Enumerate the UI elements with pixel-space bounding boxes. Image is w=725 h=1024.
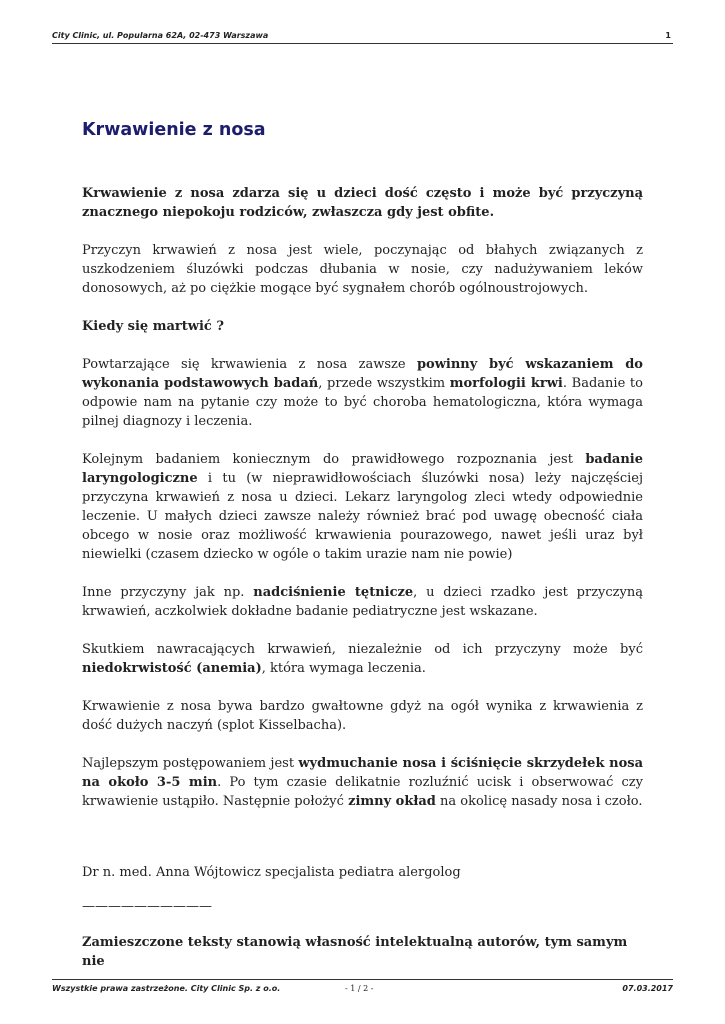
kisselbach-paragraph: Krwawienie z nosa bywa bardzo gwałtowne gdyż na ogół wynika z krwawienia z dość dużych naczyń (splot Kisselbacha). bbox=[82, 699, 643, 733]
header-address: City Clinic, ul. Popularna 62A, 02-473 Warszawa bbox=[52, 31, 269, 40]
tests-paragraph: Powtarzające się krwawienia z nosa zawsze powinny być wskazaniem do wykonania podstawowych badań, przede wszystkim morfologii krwi. Badanie to odpowie nam na pytanie czy może to być choroba hematologiczna, która wymaga pilnej diagnozy i leczenia. bbox=[82, 357, 643, 429]
page-header bbox=[52, 29, 673, 44]
footer-rights: Wszystkie prawa zastrzeżone. City Clinic Sp. z o.o. bbox=[52, 984, 281, 993]
separator-dashes: —————————— bbox=[82, 899, 212, 914]
article-title: Krwawienie z nosa bbox=[82, 120, 266, 140]
procedure-paragraph: Najlepszym postępowaniem jest wydmuchanie nosa i ściśnięcie skrzydełek nosa na około 3-5 min. Po tym czasie delikatnie rozluźnić ucisk i obserwować czy krwawienie ustąpiło. Następnie położyć zimny okład na okolicę nasady nosa i czoło. bbox=[82, 756, 644, 809]
causes-paragraph: Przyczyn krwawień z nosa jest wiele, poczynając od błahych związanych z uszkodzeniem śluzówki podczas dłubania w nosie, czy nadużywaniem leków donosowych, aż po ciężkie mogące być sygnałem chorób ogólnoustrojowych. bbox=[82, 243, 643, 296]
footer-page-of: - 1 / 2 - bbox=[345, 984, 374, 993]
section-heading: Kiedy się martwić ? bbox=[82, 319, 224, 334]
hypertension-paragraph: Inne przyczyny jak np. nadciśnienie tętnicze, u dzieci rzadko jest przyczyną krwawień, aczkolwiek dokładne badanie pediatryczne jest wskazane. bbox=[82, 585, 643, 619]
article-body bbox=[82, 184, 643, 934]
copyright-notice: Zamieszczone teksty stanowią własność intelektualną autorów, tym samym nie bbox=[82, 935, 628, 969]
header-page-number: 1 bbox=[665, 31, 671, 40]
intro-paragraph: Krwawienie z nosa zdarza się u dzieci dość często i może być przyczyną znacznego niepokoju rodziców, zwłaszcza gdy jest obfite. bbox=[82, 186, 643, 220]
page-footer bbox=[52, 979, 673, 996]
footer-date: 07.03.2017 bbox=[622, 984, 673, 993]
laryngology-paragraph: Kolejnym badaniem koniecznym do prawidłowego rozpoznania jest badanie laryngologiczne i tu (w nieprawidłowościach śluzówki nosa) leży najczęściej przyczyna krwawień z nosa u dzieci. Lekarz laryngolog zleci wtedy odpowiednie leczenie. U małych dzieci zawsze należy również brać pod uwagę obecność ciała obcego w nosie oraz możliwość krwawienia pourazowego, nawet jeśli uraz był niewielki (czasem dziecko w ogóle o takim urazie nam nie powie) bbox=[82, 452, 643, 562]
anemia-paragraph: Skutkiem nawracających krwawień, niezależnie od ich przyczyny może być niedokrwistość (anemia), która wymaga leczenia. bbox=[82, 642, 643, 676]
author-signature: Dr n. med. Anna Wójtowicz specjalista pediatra alergolog bbox=[82, 865, 461, 880]
